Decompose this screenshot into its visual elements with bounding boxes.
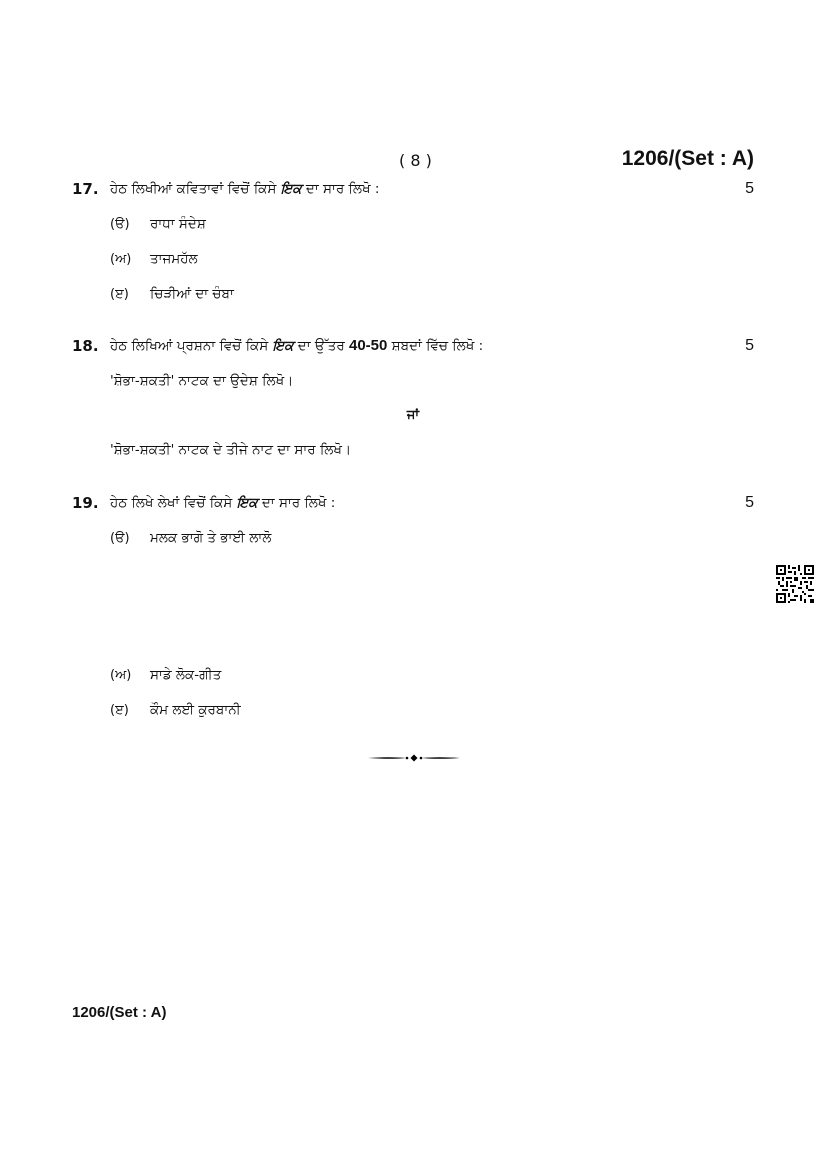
question-emphasis: ਇਕ [272, 338, 294, 354]
question-text-part: ਦਾ ਸਾਰ ਲਿਖੋ : [257, 495, 336, 511]
question-text-part: ਹੇਠ ਲਿਖਿਆਂ ਪ੍ਰਸ਼ਨਾ ਵਿਚੋਂ ਕਿਸੇ [110, 338, 273, 354]
option-label: (ੲ) [110, 703, 129, 718]
option-label: (ੲ) [110, 287, 129, 302]
question-18-marks: 5 [745, 337, 754, 354]
option-text: ਮਲਕ ਭਾਗੋ ਤੇ ਭਾਈ ਲਾਲੋ [150, 530, 272, 546]
question-emphasis: ਇਕ [280, 181, 302, 197]
question-text-part: ਸ਼ਬਦਾਂ ਵਿੱਚ ਲਿਖੋ : [387, 338, 484, 354]
option-label: (ੳ) [110, 217, 130, 232]
question-emphasis: ਇਕ [236, 495, 258, 511]
question-17-marks: 5 [745, 180, 754, 197]
question-text-part: ਹੇਠ ਲਿਖੇ ਲੇਖਾਂ ਵਿਚੋਂ ਕਿਸੇ [110, 495, 237, 511]
set-code-footer: 1206/(Set : A) [72, 1004, 167, 1021]
option-label: (ਅ) [110, 252, 132, 267]
option-label: (ਅ) [110, 668, 132, 683]
option-text: ਸਾਡੇ ਲੋਕ-ਗੀਤ [150, 667, 222, 683]
set-code-header: 1206/(Set : A) [621, 147, 754, 170]
option-text: ਰਾਧਾ ਸੰਦੇਸ਼ [150, 216, 206, 232]
option-text: ਕੌਮ ਲਈ ਕੁਰਬਾਨੀ [150, 702, 241, 718]
question-text-part: ਹੇਠ ਲਿਖੀਆਂ ਕਵਿਤਾਵਾਂ ਵਿਚੋਂ ਕਿਸੇ [110, 181, 281, 197]
question-17-text [110, 181, 379, 197]
question-19-text [110, 495, 335, 511]
question-18-number: 18. [72, 337, 99, 355]
or-separator: ਜਾਂ [406, 408, 420, 423]
end-divider-ornament [366, 752, 462, 764]
option-text: ਚਿੜੀਆਂ ਦਾ ਚੰਬਾ [150, 286, 234, 302]
word-limit: 40-50 [348, 337, 388, 354]
question-19-number: 19. [72, 494, 99, 512]
question-19-marks: 5 [745, 494, 754, 511]
question-text-part: ਦਾ ਉੱਤਰ [293, 338, 349, 354]
option-text: ਤਾਜਮਹੱਲ [150, 251, 198, 267]
question-18-line-2: 'ਸ਼ੋਭਾ-ਸ਼ਕਤੀ' ਨਾਟਕ ਦੇ ਤੀਜੇ ਨਾਟ ਦਾ ਸਾਰ ਲਿਖੋ। [110, 442, 352, 458]
question-text-part: ਦਾ ਸਾਰ ਲਿਖੋ : [301, 181, 380, 197]
option-label: (ੳ) [110, 531, 130, 546]
question-18-line-1: 'ਸ਼ੋਭਾ-ਸ਼ਕਤੀ' ਨਾਟਕ ਦਾ ਉਦੇਸ਼ ਲਿਖੋ। [110, 373, 294, 389]
page-number: ( 8 ) [399, 151, 432, 170]
qr-code-icon [776, 565, 814, 603]
question-17-number: 17. [72, 180, 99, 198]
question-18-text [110, 337, 483, 354]
